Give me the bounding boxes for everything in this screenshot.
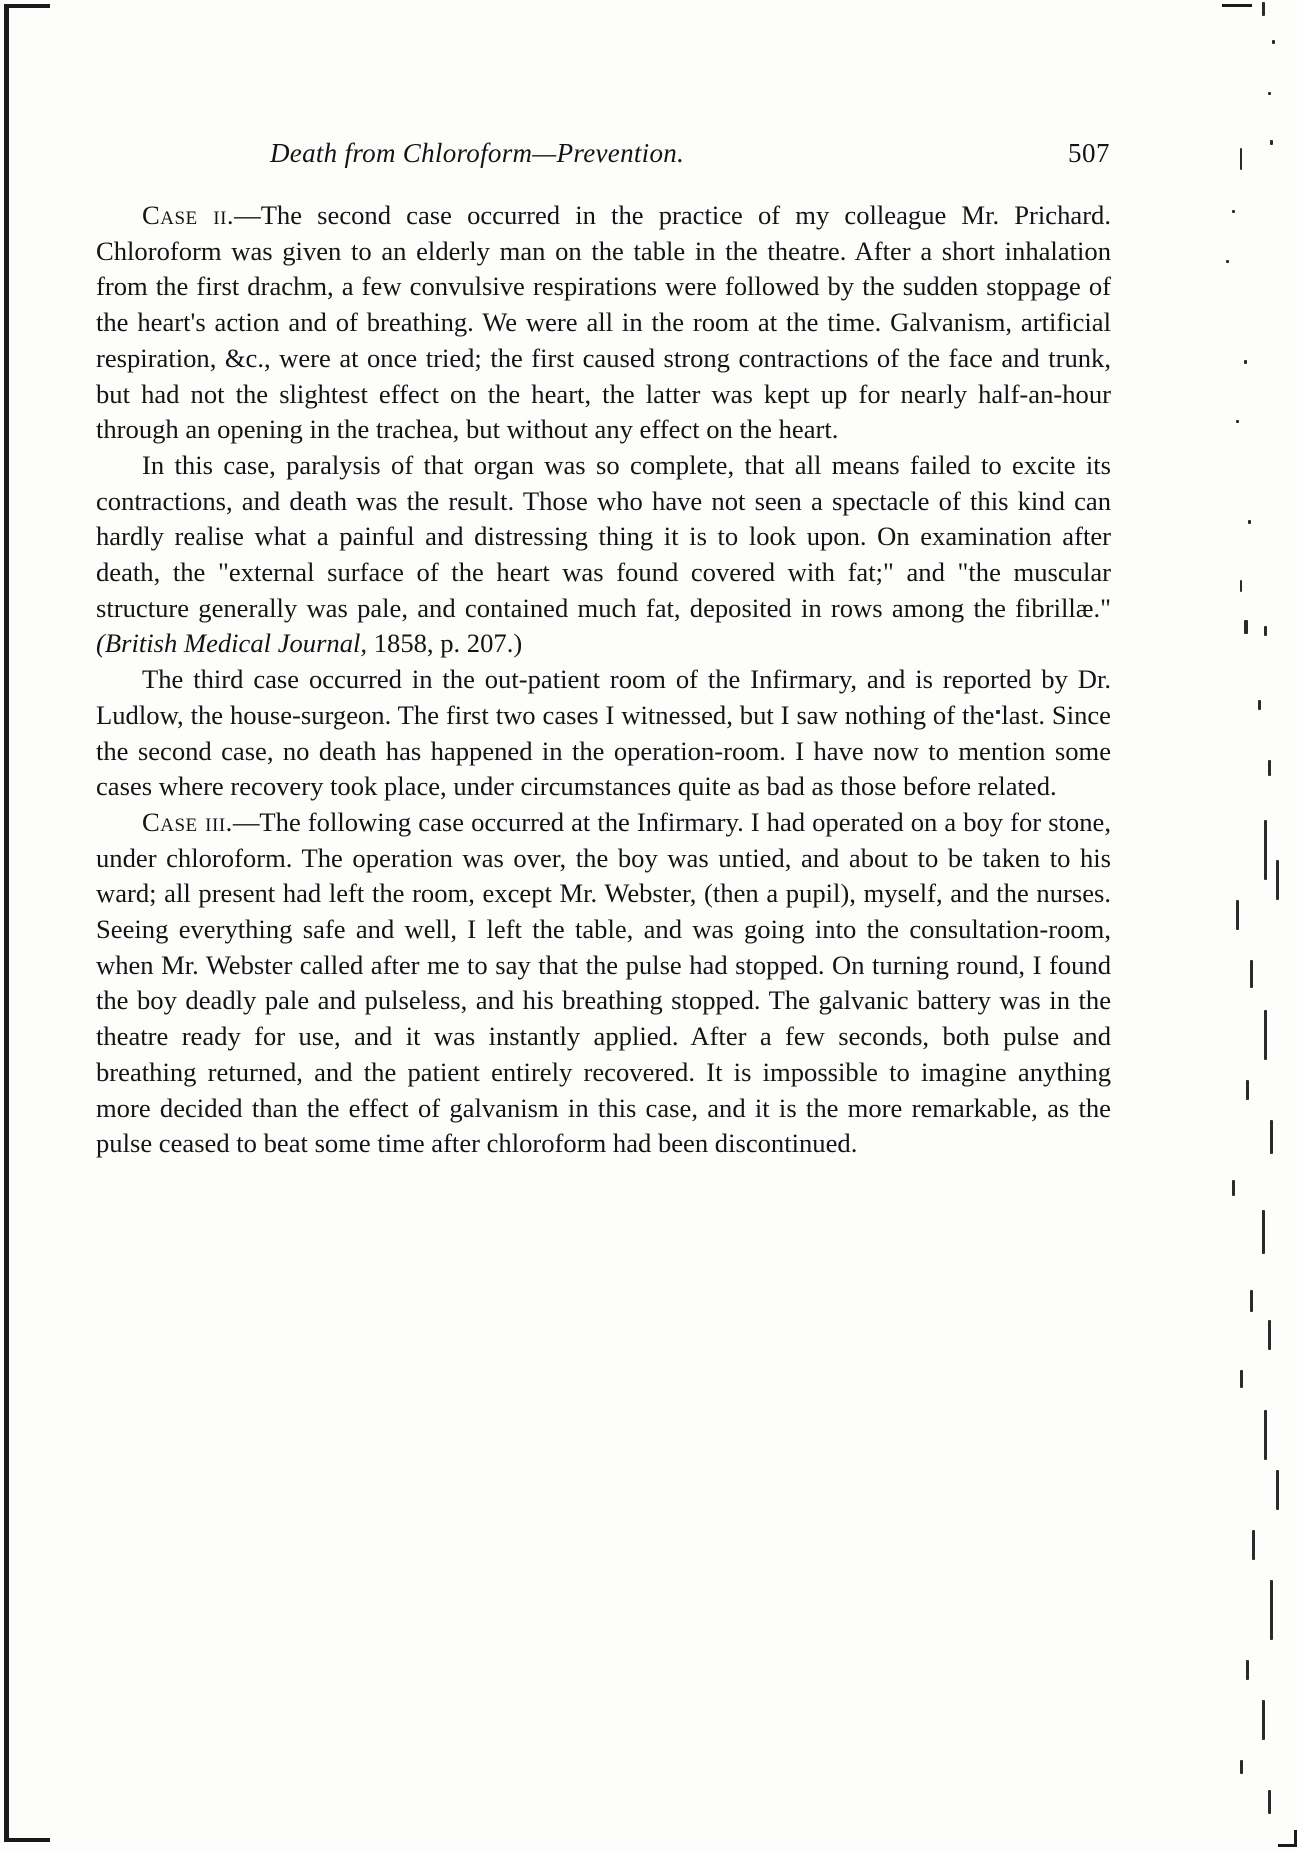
paragraph-text: In this case, paralysis of that organ was so complete, that all means failed to excite its contractions, and death was the result. Those who have not seen a spectacle of this kind can hardly realise what a painful and distressing thing it is to look upon. On examination after death, the "external surface of the heart was found covered with fat;" and "the muscular structure generally was pale, and contained much fat, deposited in rows among the fibrillæ." [96,449,1111,623]
speckle [1262,1700,1265,1740]
paragraph-text: The third case occurred in the out-patient room of the Infirmary, and is reported by Dr. Ludlow, the house-surgeon. The first two cases I witnessed, but I saw nothing of the last. Since the second case, no death has happened in the operation-room. I have now to mention some cases where recovery took place, under circumstances quite as bad as those before related. [96,664,1111,802]
speckle [1236,900,1239,930]
speckle [1236,420,1239,423]
speckle [1240,1370,1243,1388]
speckle [1252,1530,1255,1560]
page-edge-bottom [4,1838,50,1842]
speckle [1250,1290,1253,1312]
page-edge-top [4,4,50,8]
running-head: Death from Chloroform—Prevention. [270,138,685,168]
speckle [1276,860,1279,900]
page-header [150,138,1110,178]
speckle [1270,140,1273,145]
page-number: 507 [1068,138,1110,168]
speckle [1250,960,1253,988]
speckle [1240,1760,1243,1774]
speckle [1246,1080,1249,1100]
speckle [1244,360,1247,364]
speckle [1276,1470,1279,1510]
speckle [1246,1660,1249,1680]
speckle [1264,1010,1267,1060]
paragraph-case-ii [96,198,1111,448]
speckle [1268,92,1271,95]
case-label: Case iii. [142,806,233,837]
speckle [1226,260,1229,263]
citation-tail: 1858, p. 207.) [367,628,523,659]
speckle [1244,620,1248,634]
body-text [96,198,1111,1162]
speckle [1240,580,1242,592]
speckle [1268,1320,1271,1350]
paragraph-paralysis [96,448,1111,662]
speckle [1268,1790,1271,1814]
speckle [1268,760,1271,776]
paragraph-case-iii [96,805,1111,1162]
speckle [1264,626,1267,636]
paragraph-text: —The following case occurred at the Infirmary. I had operated on a boy for stone, under chloroform. The operation was over, the boy was untied, and about to be taken to his ward; all present had left the room, except Mr. Webster, (then a pupil), myself, and the nurses. Seeing everything safe and well, I left the table, and was going into the consultation-room, when Mr. Webster called after me to say that the pulse had stopped. On turning round, I found the boy deadly pale and pulseless, and his breathing stopped. The galvanic battery was in the theatre ready for use, and it was instantly applied. After a few seconds, both pulse and breathing returned, and the patient entirely recovered. It is impossible to imagine anything more decided than the effect of galvanism in this case, and it is the more remarkable, as the pulse ceased to beat some time after chloroform had been discontinued. [96,806,1111,1159]
speckle [1262,2,1265,16]
page-edge-corner [1278,1830,1297,1847]
paragraph-text: —The second case occurred in the practice of my colleague Mr. Prichard. Chloroform was given to an elderly man on the table in the theatre. After a short inhalation from the first drachm, a few convulsive respirations were followed by the sudden stoppage of the heart's action and of breathing. We were all in the room at the time. Galvanism, artificial respiration, &c., were at once tried; the first caused strong contractions of the face and trunk, but had not the slightest effect on the heart, the latter was kept up for nearly half-an-hour through an opening in the trachea, but without any effect on the heart. [96,200,1112,445]
speckle [1270,1580,1273,1640]
paragraph-third-case [96,662,1111,805]
speckle [1232,1180,1235,1196]
page-edge-top-right [1222,4,1252,7]
speckle [1272,40,1275,44]
citation: (British Medical Journal, [96,628,368,659]
speckle [1262,1210,1265,1254]
speckle [1258,700,1261,710]
speckle [1264,820,1267,880]
page-edge-left [4,4,9,1842]
speckle [1248,520,1251,524]
speckle [1240,148,1242,170]
speckle [1232,210,1235,213]
case-label: Case ii. [142,200,235,230]
speckle [1270,1120,1273,1154]
speckle [1264,1410,1267,1460]
